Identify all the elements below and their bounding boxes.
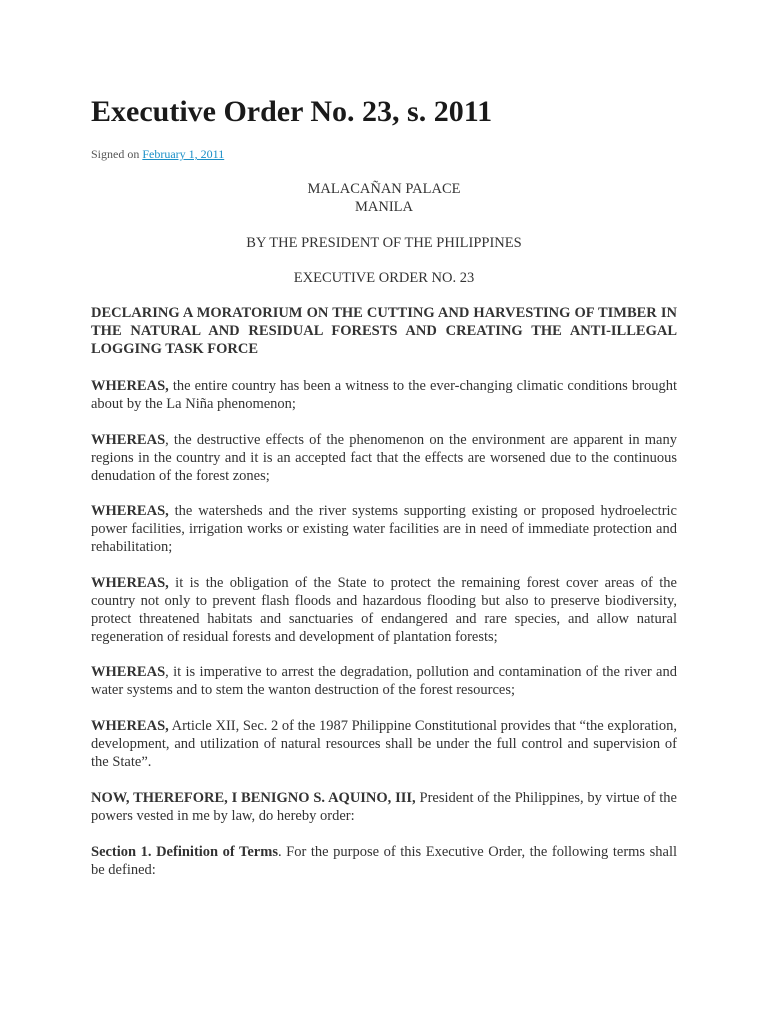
paragraph-lead: WHEREAS, [91,503,169,519]
whereas-paragraph-5 [91,663,677,699]
paragraph-lead: WHEREAS [91,664,166,680]
paragraph-text: the watersheds and the river systems supporting existing or proposed hydroelectric power facilities, irrigation works or existing water facilities are in need of immediate protection and rehabilitation; [91,503,677,555]
paragraph-lead: WHEREAS, [91,378,169,394]
paragraph-text: , it is imperative to arrest the degradation, pollution and contamination of the river and water systems and to stem the wanton destruction of the forest resources; [91,664,677,698]
order-number: EXECUTIVE ORDER NO. 23 [293,270,475,286]
paragraph-lead: NOW, THEREFORE, I BENIGNO S. AQUINO, III, [91,790,416,806]
paragraph-text: . For the purpose of this Executive Order, the following terms shall be defined: [91,844,678,878]
city-line: MANILA [355,199,413,215]
signed-date-line [91,146,224,162]
signed-prefix: Signed on [91,147,143,161]
whereas-paragraph-1 [91,377,677,413]
by-line: BY THE PRESIDENT OF THE PHILIPPINES [246,235,522,251]
paragraph-text: President of the Philippines, by virtue of the powers vested in me by law, do hereby order: [91,790,677,824]
page-title: Executive Order No. 23, s. 2011 [91,95,493,128]
now-therefore-paragraph [91,789,677,825]
order-heading: DECLARING A MORATORIUM ON THE CUTTING AND HARVESTING OF TIMBER IN THE NATURAL AND RESIDUAL FORESTS AND CREATING THE ANTI-ILLEGAL LOGGING TASK FORCE [91,305,677,357]
signed-date-link[interactable]: February 1, 2011 [142,147,225,161]
paragraph-lead: WHEREAS, [91,575,169,591]
palace-line: MALACAÑAN PALACE [307,181,461,197]
paragraph-text: Article XII, Sec. 2 of the 1987 Philippine Constitutional provides that “the exploration, development, and utilization of natural resources shall be under the full control and supervision of the State”. [91,718,677,770]
whereas-paragraph-3 [91,502,677,556]
paragraph-text: it is the obligation of the State to protect the remaining forest cover areas of the country not only to prevent flash floods and hazardous flooding but also to preserve biodiversity, protect threatened habitats and sanctuaries of endangered and rare species, and allow natural regeneration of residual forests and development of plantation forests; [91,575,677,645]
whereas-paragraph-4 [91,574,677,646]
paragraph-lead: WHEREAS, [91,718,169,734]
paragraph-lead: WHEREAS [91,432,166,448]
section-1-paragraph [91,843,677,879]
whereas-paragraph-6 [91,717,677,771]
paragraph-text: , the destructive effects of the phenomenon on the environment are apparent in many regions in the country and it is an accepted fact that the effects are worsened due to the continuous denudation of the forest zones; [91,432,677,484]
paragraph-text: the entire country has been a witness to the ever-changing climatic conditions brought about by the La Niña phenomenon; [91,378,677,412]
paragraph-lead: Section 1. Definition of Terms [91,844,278,860]
whereas-paragraph-2 [91,431,677,485]
